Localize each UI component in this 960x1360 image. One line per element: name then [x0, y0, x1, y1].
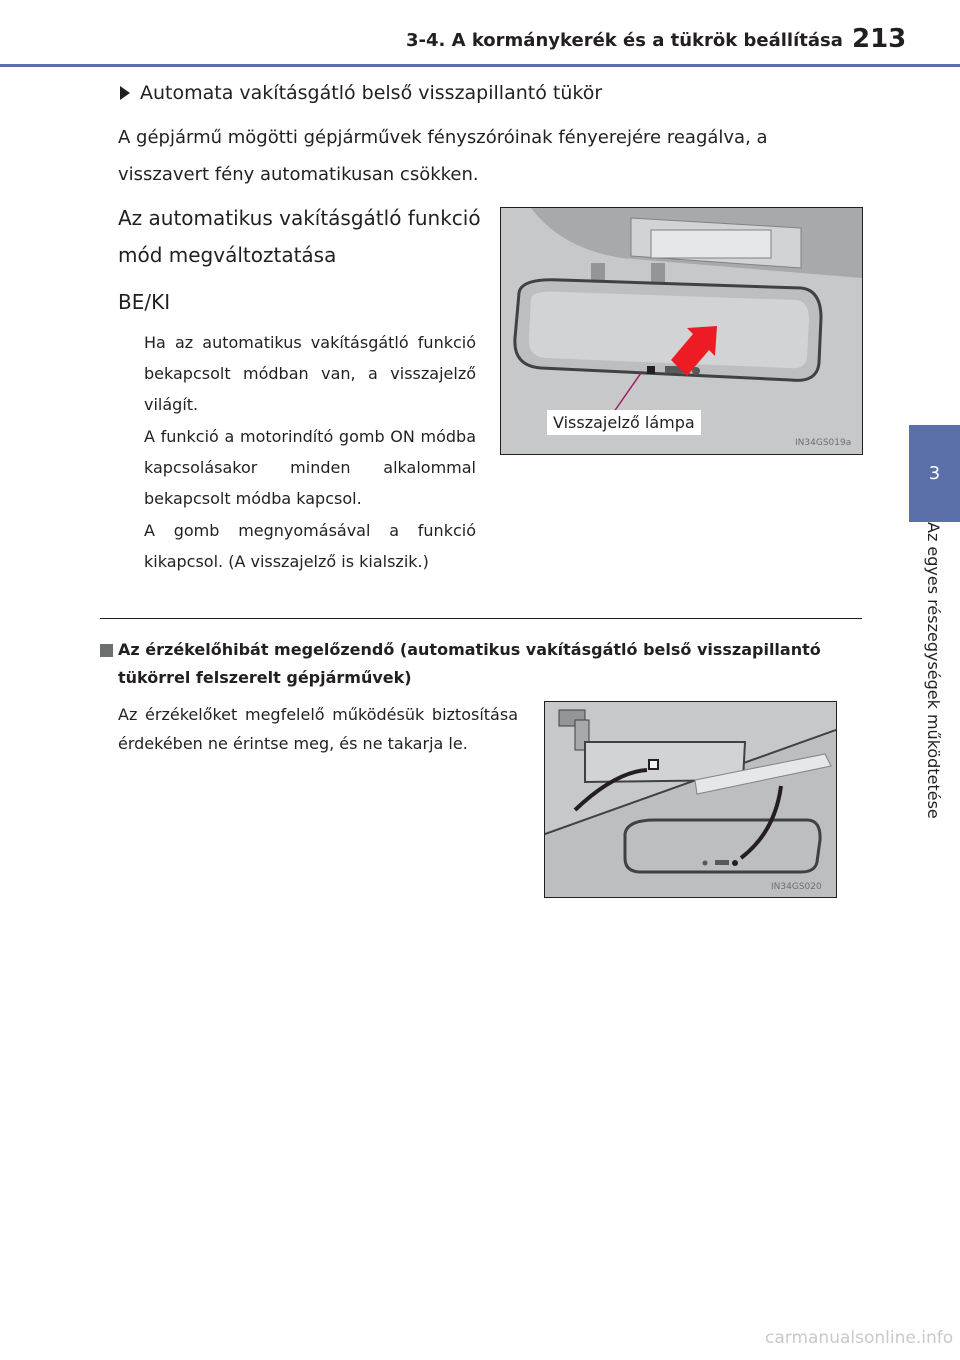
mode-heading-line-2: mód megváltoztatása: [118, 243, 337, 267]
square-bullet-icon: [100, 644, 113, 657]
chapter-number: 3: [928, 463, 941, 484]
intro-line-1: A gépjármű mögötti gépjárművek fényszóróinak fényerejére reagálva, a: [118, 127, 768, 148]
indicator-lamp-callout: Visszajelző lámpa: [547, 410, 701, 435]
figure-mirror-sensors: [544, 701, 837, 898]
chapter-title: Az egyes részegységek működtetése: [924, 522, 943, 819]
chapter-tab: [909, 425, 960, 522]
section-body: Az érzékelőket megfelelő működésük biztosítása érdekében ne érintse meg, és ne takarja le.: [118, 705, 518, 753]
triangle-bullet-icon: [120, 86, 130, 100]
onoff-label: BE/KI: [118, 290, 171, 314]
intro-line-2: visszavert fény automatikusan csökken.: [118, 164, 479, 185]
figure-code: IN34GS020: [771, 882, 822, 892]
bullet-heading: [120, 82, 602, 104]
section-divider: [100, 618, 862, 619]
note-indicator-on: Ha az automatikus vakításgátló funkció bekapcsolt módban van, a visszajelző világít.: [144, 333, 476, 414]
header-rule: [0, 64, 960, 67]
note-on-mode: A funkció a motorindító gomb ON módba kapcsolásakor minden alkalommal bekapcsolt módba kapcsol.: [144, 427, 476, 508]
watermark: carmanualsonline.info: [765, 1328, 954, 1348]
figure-mirror-indicator: [500, 207, 863, 455]
figure-code: IN34GS019a: [795, 438, 852, 448]
section-title: Az érzékelőhibát megelőzendő (automatikus vakításgátló belső visszapillantó tükörrel felszerelt gépjárművek): [118, 640, 821, 687]
page-number: 213: [852, 24, 907, 54]
note-button-off: A gomb megnyomásával a funkció kikapcsol. (A visszajelző is kialszik.): [144, 521, 476, 571]
bullet-heading-text: Automata vakításgátló belső visszapillantó tükör: [140, 82, 603, 104]
sensor-illustration: [545, 702, 836, 897]
section-header-title: 3-4. A kormánykerék és a tükrök beállítása: [406, 30, 843, 51]
mode-heading-line-1: Az automatikus vakításgátló funkció: [118, 206, 481, 230]
